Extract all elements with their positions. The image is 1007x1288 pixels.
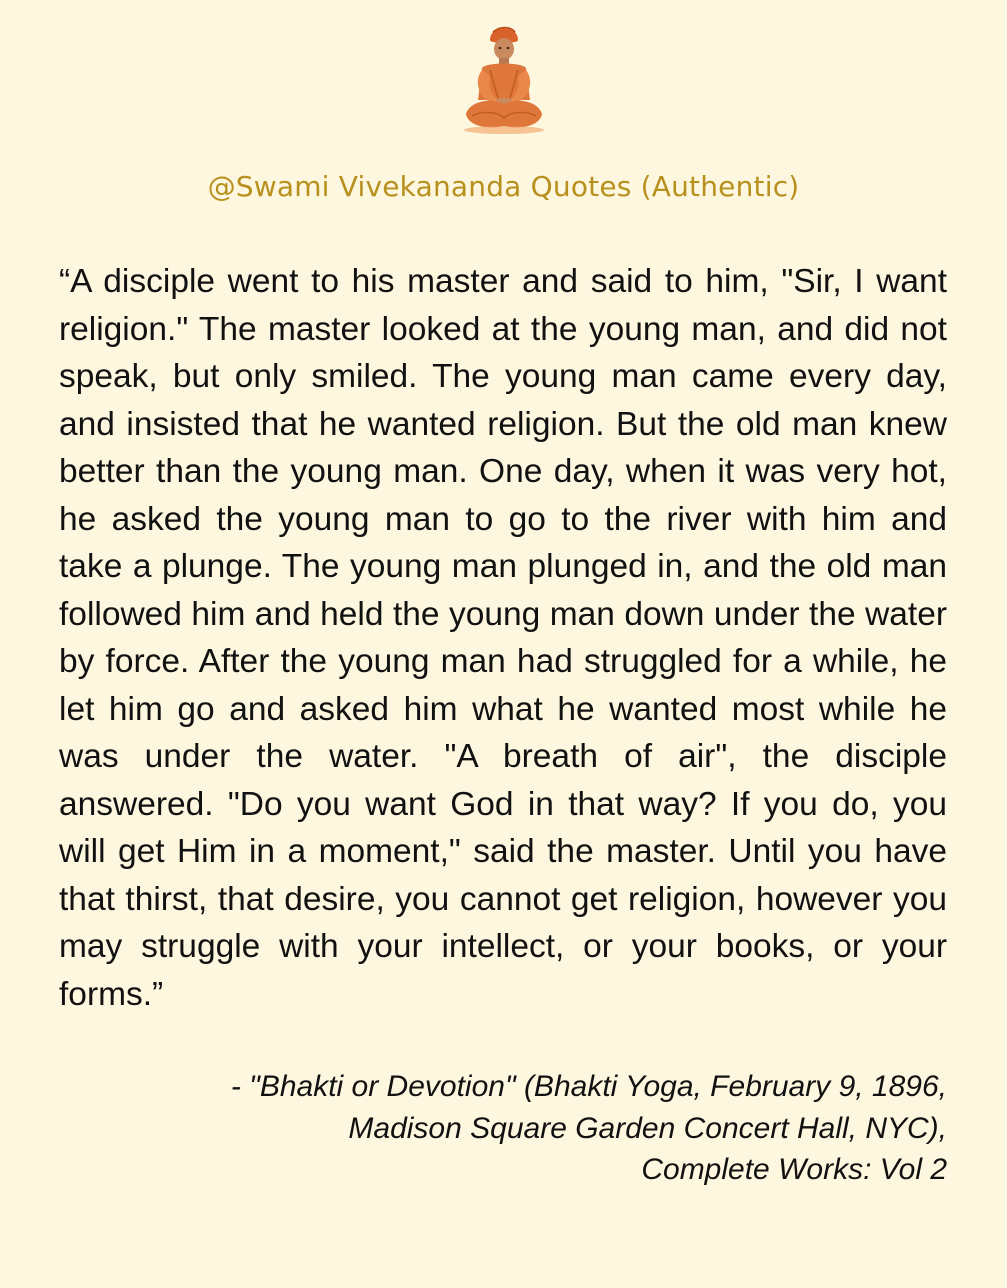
source-line: Complete Works: Vol 2 <box>641 1153 947 1186</box>
source-line: Madison Square Garden Concert Hall, NYC), <box>348 1111 947 1145</box>
source-line: - "Bhakti or Devotion" (Bhakti Yoga, February 9, 1896, <box>230 1070 947 1103</box>
meditating-monk-icon <box>460 18 548 136</box>
quote-text: “A disciple went to his master and said to him, "Sir, I want religion." The master looked at the young man, and did not speak, but only smiled. The young man came every day, and insisted that he wanted religion. But the old man knew better than the young man. One day, when it was very hot, he asked the young man to go to the river with him and take a plunge. The young man plunged in, and the old man followed him and held the young man down under the water by force. After the young man had struggled for a while, he let him go and asked him what he wanted most while he was under the water. "A breath of air", the disciple answered. "Do you want God in that way? If you do, you will get Him in a moment," said the master. Until you have that thirst, that desire, you cannot get religion, however you may struggle with your intellect, or your books, or your forms.” <box>59 263 947 1013</box>
channel-handle: @Swami Vivekananda Quotes (Authentic) <box>207 170 800 203</box>
quote-source <box>47 1066 947 1191</box>
